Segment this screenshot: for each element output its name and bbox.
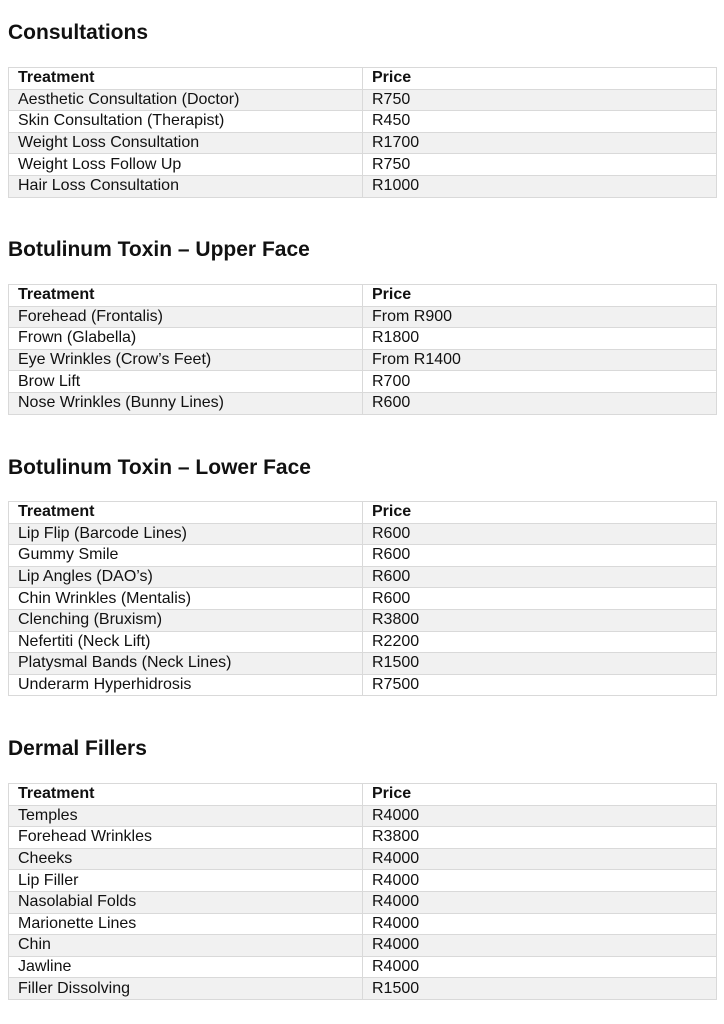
price-cell: R3800 (363, 609, 717, 631)
treatment-cell: Nasolabial Folds (9, 891, 363, 913)
column-header-price: Price (363, 502, 717, 524)
treatment-cell: Weight Loss Consultation (9, 132, 363, 154)
price-cell: R600 (363, 545, 717, 567)
treatment-cell: Nefertiti (Neck Lift) (9, 631, 363, 653)
treatment-cell: Platysmal Bands (Neck Lines) (9, 653, 363, 675)
table-row (9, 523, 717, 545)
section-title: Botulinum Toxin – Lower Face (8, 456, 311, 479)
treatment-cell: Frown (Glabella) (9, 328, 363, 350)
treatment-cell: Chin Wrinkles (Mentalis) (9, 588, 363, 610)
price-cell: R1000 (363, 175, 717, 197)
price-table (8, 501, 717, 696)
treatment-cell: Hair Loss Consultation (9, 175, 363, 197)
table-row (9, 609, 717, 631)
section-consultations (8, 18, 716, 198)
price-cell: R1500 (363, 653, 717, 675)
price-cell: R2200 (363, 631, 717, 653)
price-table (8, 67, 717, 198)
table-header-row (9, 784, 717, 806)
price-table (8, 783, 717, 1000)
table-row (9, 371, 717, 393)
treatment-cell: Skin Consultation (Therapist) (9, 111, 363, 133)
section-botox-lower-face (8, 453, 716, 696)
price-cell: R700 (363, 371, 717, 393)
price-cell: R600 (363, 566, 717, 588)
table-row (9, 89, 717, 111)
price-cell: R1500 (363, 978, 717, 1000)
table-row (9, 175, 717, 197)
price-cell: R4000 (363, 870, 717, 892)
price-table (8, 284, 717, 415)
table-row (9, 566, 717, 588)
treatment-cell: Forehead Wrinkles (9, 827, 363, 849)
treatment-cell: Filler Dissolving (9, 978, 363, 1000)
price-cell: R750 (363, 89, 717, 111)
table-row (9, 870, 717, 892)
price-cell: R4000 (363, 935, 717, 957)
column-header-treatment: Treatment (9, 68, 363, 90)
section-botox-upper-face (8, 235, 716, 415)
table-row (9, 132, 717, 154)
table-row (9, 111, 717, 133)
treatment-cell: Aesthetic Consultation (Doctor) (9, 89, 363, 111)
column-header-treatment: Treatment (9, 285, 363, 307)
treatment-cell: Chin (9, 935, 363, 957)
column-header-price: Price (363, 784, 717, 806)
table-row (9, 306, 717, 328)
column-header-treatment: Treatment (9, 502, 363, 524)
price-cell: R4000 (363, 848, 717, 870)
treatment-cell: Marionette Lines (9, 913, 363, 935)
price-cell: R750 (363, 154, 717, 176)
treatment-cell: Cheeks (9, 848, 363, 870)
price-cell: R4000 (363, 891, 717, 913)
price-cell: R600 (363, 588, 717, 610)
table-row (9, 891, 717, 913)
price-cell: R600 (363, 523, 717, 545)
price-cell: R4000 (363, 913, 717, 935)
table-row (9, 154, 717, 176)
table-row (9, 588, 717, 610)
table-row (9, 328, 717, 350)
table-header-row (9, 68, 717, 90)
table-row (9, 913, 717, 935)
treatment-cell: Nose Wrinkles (Bunny Lines) (9, 392, 363, 414)
table-row (9, 805, 717, 827)
treatment-cell: Underarm Hyperhidrosis (9, 674, 363, 696)
table-row (9, 545, 717, 567)
treatment-cell: Gummy Smile (9, 545, 363, 567)
treatment-cell: Eye Wrinkles (Crow’s Feet) (9, 349, 363, 371)
table-header-row (9, 285, 717, 307)
treatment-cell: Lip Flip (Barcode Lines) (9, 523, 363, 545)
price-cell: R600 (363, 392, 717, 414)
table-row (9, 392, 717, 414)
table-row (9, 935, 717, 957)
price-cell: R4000 (363, 805, 717, 827)
price-cell: R1700 (363, 132, 717, 154)
table-row (9, 827, 717, 849)
table-row (9, 978, 717, 1000)
column-header-price: Price (363, 285, 717, 307)
table-row (9, 631, 717, 653)
table-row (9, 956, 717, 978)
table-header-row (9, 502, 717, 524)
table-row (9, 674, 717, 696)
treatment-cell: Forehead (Frontalis) (9, 306, 363, 328)
treatment-cell: Brow Lift (9, 371, 363, 393)
price-cell: R4000 (363, 956, 717, 978)
price-cell: From R900 (363, 306, 717, 328)
treatment-cell: Weight Loss Follow Up (9, 154, 363, 176)
table-row (9, 848, 717, 870)
treatment-cell: Temples (9, 805, 363, 827)
treatment-cell: Jawline (9, 956, 363, 978)
price-cell: From R1400 (363, 349, 717, 371)
column-header-treatment: Treatment (9, 784, 363, 806)
section-dermal-fillers (8, 734, 716, 1000)
price-cell: R1800 (363, 328, 717, 350)
treatment-cell: Lip Filler (9, 870, 363, 892)
treatment-cell: Lip Angles (DAO’s) (9, 566, 363, 588)
section-title: Consultations (8, 21, 148, 44)
table-row (9, 653, 717, 675)
section-title: Dermal Fillers (8, 737, 147, 760)
treatment-cell: Clenching (Bruxism) (9, 609, 363, 631)
price-cell: R7500 (363, 674, 717, 696)
price-cell: R3800 (363, 827, 717, 849)
column-header-price: Price (363, 68, 717, 90)
table-row (9, 349, 717, 371)
price-cell: R450 (363, 111, 717, 133)
section-title: Botulinum Toxin – Upper Face (8, 238, 310, 261)
